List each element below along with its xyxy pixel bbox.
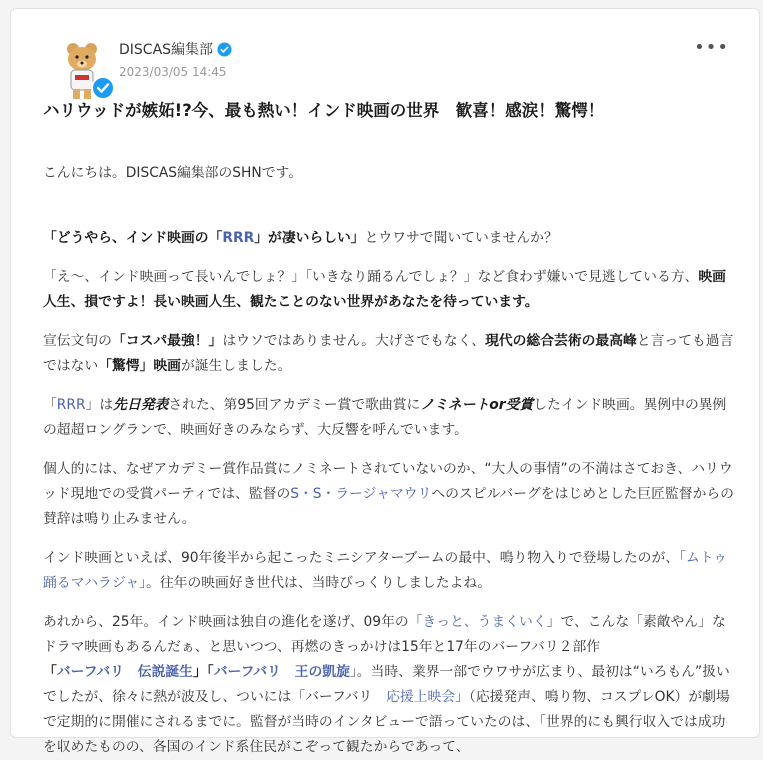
post-body (43, 161, 741, 760)
text: 」で、こんな「素敵やん」なドラマ映画もあるんだぁ、と思いつつ、再燃のきっかけは15年と17年のバーフバリ２部作 (43, 614, 726, 655)
bold-text: 」「 (192, 664, 214, 680)
author-name-text[interactable]: DISCAS編集部 (119, 42, 214, 58)
paragraph-director (43, 457, 735, 532)
post-timestamp: 2023/03/05 14:45 (119, 65, 227, 79)
text: 」。往年の映画好き世代は、当時びっくりしましたよね。 (139, 575, 491, 591)
link-screening-event[interactable]: 応援上映会 (386, 689, 456, 705)
bold-text: 「驚愕」映画 (98, 358, 181, 374)
link-muthu[interactable]: ムトゥ 踊るマハラジャ (43, 550, 741, 591)
bold-text: 現代の総合芸術の最高峰 (485, 333, 637, 349)
more-options-icon[interactable]: ••• (694, 37, 729, 58)
paragraph-rrr-rumor (43, 226, 735, 251)
text: 個人的には、なぜアカデミー賞作品賞にノミネートされていないのか、“大人の事情”の不満はさておき、ハリウッド現地での受賞パーティでは、監督の (43, 461, 733, 502)
text: したインド映画。異例中の異例の超超ロングランで、映画好きのみならず、大反響を呼んでいます。 (43, 397, 727, 438)
link-baahubali-beginning[interactable]: バーフバリ 伝説誕生 (56, 664, 193, 680)
text: 「え～、インド映画って長いんでしょ？」「いきなり踊るんでしょ？」など食わず嫌いで見逃している方、 (43, 269, 699, 285)
bold-italic-text: 先日発表 (113, 397, 169, 413)
bold-text: 」が凄いらしい」 (254, 230, 365, 246)
avatar[interactable] (53, 39, 117, 103)
paragraph-muthu (43, 546, 741, 596)
author-name[interactable] (119, 39, 232, 59)
text: あれから、25年。インド映画は独自の進化を遂げ、09年の「 (43, 614, 423, 630)
paragraph-greeting: こんにちは。DISCAS編集部のSHNです。 (43, 165, 302, 181)
bold-text: 「 (43, 664, 57, 680)
post-title: ハリウッドが嫉妬!?今、最も熱い！インド映画の世界 歓喜！感涙！驚愕！ (43, 101, 605, 120)
text: 」。当時、業界一部でウワサが広まり、最初は“いろもん”扱いでしたが、徐々に熱が波及し、ついには「バーフバリ (43, 664, 730, 705)
bold-text: 「コスパ最強！」 (111, 333, 223, 349)
text: と言っても過言ではない (43, 333, 734, 374)
link-director[interactable]: S・S・ラージャマウリ (290, 486, 432, 502)
bold-text: 映画人生、損ですよ！長い映画人生、観たことのない世界があなたを待っています。 (43, 269, 726, 310)
text: 宣伝文句の (43, 333, 112, 349)
text: はウソではありません。大げさでもなく、 (222, 333, 486, 349)
paragraph-baahubali (43, 610, 735, 760)
text: 」は (85, 397, 114, 413)
text: とウワサで聞いていませんか？ (364, 230, 558, 246)
bold-text: 「どうやら、インド映画の「 (43, 230, 223, 246)
paragraph-academy (43, 393, 735, 443)
text: された、第95回アカデミー賞で歌曲賞に (168, 397, 421, 413)
text: 」（応援発声、鳴り物、コスプレOK）が劇場で定期的に開催にされるまでに。監督が当時のインタビューで語っていたのは、「世界的にも興行収入では成功を収めたものの、各国のインド系住民がこぞって観たからであって、 (43, 689, 730, 755)
link-rrr[interactable]: RRR (222, 230, 255, 246)
verified-icon (217, 42, 232, 57)
post-card (10, 8, 760, 755)
paragraph-cospa (43, 329, 735, 379)
link-baahubali-conclusion[interactable]: バーフバリ 王の凱旋 (213, 664, 350, 680)
text: へのスピルバーグをはじめとした巨匠監督からの賛辞は鳴り止みません。 (43, 486, 734, 527)
link-rrr[interactable]: RRR (56, 397, 86, 413)
link-3-idiots[interactable]: きっと、うまくいく (422, 614, 547, 630)
paragraph-intro (43, 265, 735, 315)
text: が誕生しました。 (180, 358, 292, 374)
text: インド映画といえば、90年後半から起こったミニシアターブームの最中、鳴り物入りで登場したのが、「 (43, 550, 686, 566)
bold-italic-text: ノミネートor受賞 (420, 397, 534, 413)
text: 「 (43, 397, 57, 413)
